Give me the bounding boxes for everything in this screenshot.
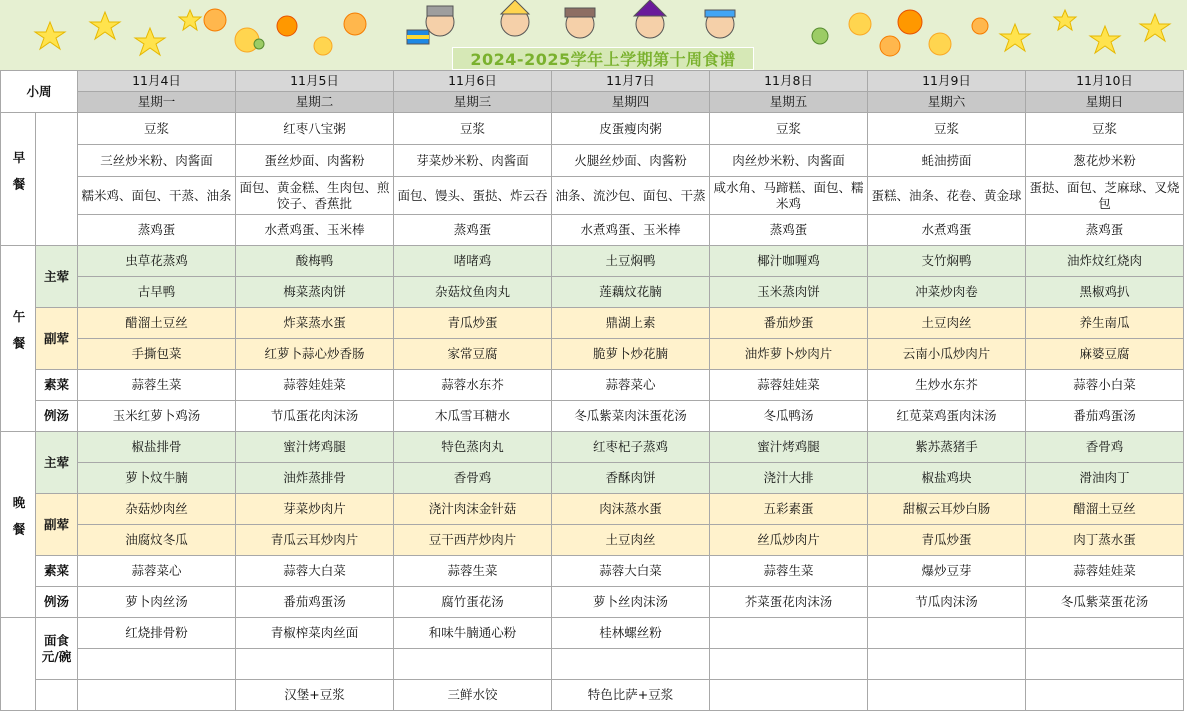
menu-cell: 木瓜雪耳糖水 bbox=[394, 401, 552, 432]
menu-cell: 莲藕炆花腩 bbox=[552, 277, 710, 308]
menu-cell: 鼎湖上素 bbox=[552, 308, 710, 339]
decorative-stars-right bbox=[995, 4, 1185, 66]
menu-cell: 皮蛋瘦肉粥 bbox=[552, 113, 710, 145]
menu-cell: 冬瓜鸭汤 bbox=[710, 401, 868, 432]
menu-cell: 醋溜土豆丝 bbox=[78, 308, 236, 339]
menu-cell bbox=[552, 649, 710, 680]
menu-cell: 浇汁肉沫金针菇 bbox=[394, 494, 552, 525]
menu-cell: 蛋挞、面包、芝麻球、叉烧包 bbox=[1026, 177, 1184, 215]
menu-cell bbox=[710, 649, 868, 680]
menu-cell: 芽菜炒肉片 bbox=[236, 494, 394, 525]
citrus-slices-left bbox=[195, 6, 385, 61]
menu-cell: 支竹焖鸭 bbox=[868, 246, 1026, 277]
menu-cell: 豆干西芹炒肉片 bbox=[394, 525, 552, 556]
menu-cell: 番茄鸡蛋汤 bbox=[236, 587, 394, 618]
lunch-main-row bbox=[1, 277, 1184, 308]
menu-cell: 酸梅鸭 bbox=[236, 246, 394, 277]
date-cell: 11月9日 bbox=[868, 71, 1026, 92]
lunch-label: 午餐 bbox=[1, 246, 36, 432]
menu-cell: 特色蒸肉丸 bbox=[394, 432, 552, 463]
menu-cell: 咸水角、马蹄糕、面包、糯米鸡 bbox=[710, 177, 868, 215]
menu-cell: 黑椒鸡扒 bbox=[1026, 277, 1184, 308]
weekday-cell: 星期一 bbox=[78, 92, 236, 113]
week-label: 小周 bbox=[1, 71, 78, 113]
menu-cell: 肉丁蒸水蛋 bbox=[1026, 525, 1184, 556]
kids-illustration bbox=[405, 0, 755, 50]
breakfast-row bbox=[1, 145, 1184, 177]
menu-cell: 蒜蓉生菜 bbox=[78, 370, 236, 401]
date-cell: 11月6日 bbox=[394, 71, 552, 92]
header-date-row bbox=[1, 71, 1184, 92]
date-cell: 11月4日 bbox=[78, 71, 236, 92]
menu-cell: 蒜蓉菜心 bbox=[78, 556, 236, 587]
noodles-row bbox=[1, 680, 1184, 711]
menu-cell: 萝卜丝肉沫汤 bbox=[552, 587, 710, 618]
header-weekday-row bbox=[1, 92, 1184, 113]
weekday-cell: 星期五 bbox=[710, 92, 868, 113]
menu-cell: 水煮鸡蛋、玉米棒 bbox=[552, 215, 710, 246]
date-cell: 11月7日 bbox=[552, 71, 710, 92]
lunch-soup-label: 例汤 bbox=[36, 401, 78, 432]
menu-cell: 水煮鸡蛋、玉米棒 bbox=[236, 215, 394, 246]
menu-cell: 古早鸭 bbox=[78, 277, 236, 308]
menu-cell: 面包、黄金糕、生肉包、煎饺子、香蕉批 bbox=[236, 177, 394, 215]
menu-cell bbox=[1026, 649, 1184, 680]
menu-cell bbox=[1026, 680, 1184, 711]
menu-cell: 三鲜水饺 bbox=[394, 680, 552, 711]
menu-cell: 蚝油捞面 bbox=[868, 145, 1026, 177]
menu-cell: 面包、馒头、蛋挞、炸云吞 bbox=[394, 177, 552, 215]
menu-cell: 紫苏蒸猪手 bbox=[868, 432, 1026, 463]
menu-cell: 甜椒云耳炒白肠 bbox=[868, 494, 1026, 525]
lunch-main-row bbox=[1, 246, 1184, 277]
lunch-side-row bbox=[1, 339, 1184, 370]
menu-cell: 豆浆 bbox=[1026, 113, 1184, 145]
dinner-soup-row bbox=[1, 587, 1184, 618]
title-box bbox=[452, 47, 754, 70]
lunch-soup-row bbox=[1, 401, 1184, 432]
menu-cell bbox=[868, 680, 1026, 711]
menu-cell: 土豆肉丝 bbox=[868, 308, 1026, 339]
dinner-label: 晚餐 bbox=[1, 432, 36, 618]
menu-cell bbox=[710, 680, 868, 711]
menu-cell: 火腿丝炒面、肉酱粉 bbox=[552, 145, 710, 177]
menu-cell: 蒸鸡蛋 bbox=[710, 215, 868, 246]
menu-cell: 油炸蒸排骨 bbox=[236, 463, 394, 494]
menu-cell: 三丝炒米粉、肉酱面 bbox=[78, 145, 236, 177]
menu-cell: 油条、流沙包、面包、干蒸 bbox=[552, 177, 710, 215]
citrus-slices-right bbox=[800, 6, 1000, 64]
menu-cell bbox=[394, 649, 552, 680]
menu-cell: 土豆焖鸭 bbox=[552, 246, 710, 277]
menu-cell bbox=[78, 649, 236, 680]
menu-cell: 蒜蓉菜心 bbox=[552, 370, 710, 401]
dinner-side-row bbox=[1, 494, 1184, 525]
menu-cell: 冲菜炒肉卷 bbox=[868, 277, 1026, 308]
noodles-blank bbox=[1, 618, 36, 711]
lunch-main-label: 主荤 bbox=[36, 246, 78, 308]
menu-cell: 蒜蓉小白菜 bbox=[1026, 370, 1184, 401]
menu-cell: 炸菜蒸水蛋 bbox=[236, 308, 394, 339]
menu-cell: 香骨鸡 bbox=[394, 463, 552, 494]
menu-cell: 香酥肉饼 bbox=[552, 463, 710, 494]
menu-cell: 蒜蓉娃娃菜 bbox=[710, 370, 868, 401]
menu-cell: 云南小瓜炒肉片 bbox=[868, 339, 1026, 370]
menu-cell bbox=[868, 649, 1026, 680]
lunch-side-label: 副荤 bbox=[36, 308, 78, 370]
lunch-side-row bbox=[1, 308, 1184, 339]
noodles-label: 面食元/碗 bbox=[36, 618, 78, 680]
menu-cell: 红枣八宝粥 bbox=[236, 113, 394, 145]
menu-cell: 特色比萨+豆浆 bbox=[552, 680, 710, 711]
menu-cell: 番茄炒蛋 bbox=[710, 308, 868, 339]
weekday-cell: 星期六 bbox=[868, 92, 1026, 113]
menu-cell: 五彩素蛋 bbox=[710, 494, 868, 525]
menu-cell: 红烧排骨粉 bbox=[78, 618, 236, 649]
menu-cell: 杂菇炒肉丝 bbox=[78, 494, 236, 525]
menu-cell: 蒜蓉水东芥 bbox=[394, 370, 552, 401]
weekday-cell: 星期二 bbox=[236, 92, 394, 113]
menu-cell: 肉丝炒米粉、肉酱面 bbox=[710, 145, 868, 177]
menu-cell: 蒜蓉生菜 bbox=[394, 556, 552, 587]
menu-cell: 桂林螺丝粉 bbox=[552, 618, 710, 649]
menu-cell: 蒜蓉生菜 bbox=[710, 556, 868, 587]
menu-cell: 和味牛腩通心粉 bbox=[394, 618, 552, 649]
menu-cell bbox=[1026, 618, 1184, 649]
weekday-cell: 星期日 bbox=[1026, 92, 1184, 113]
dinner-main-label: 主荤 bbox=[36, 432, 78, 494]
menu-cell: 手撕包菜 bbox=[78, 339, 236, 370]
breakfast-row bbox=[1, 113, 1184, 145]
menu-cell: 椒盐鸡块 bbox=[868, 463, 1026, 494]
menu-cell: 汉堡+豆浆 bbox=[236, 680, 394, 711]
menu-cell: 红苋菜鸡蛋肉沫汤 bbox=[868, 401, 1026, 432]
menu-cell: 芽菜炒米粉、肉酱面 bbox=[394, 145, 552, 177]
menu-cell: 腐竹蛋花汤 bbox=[394, 587, 552, 618]
menu-cell: 梅菜蒸肉饼 bbox=[236, 277, 394, 308]
date-cell: 11月5日 bbox=[236, 71, 394, 92]
menu-table bbox=[0, 70, 1184, 711]
menu-cell: 红萝卜蒜心炒香肠 bbox=[236, 339, 394, 370]
menu-cell: 椒盐排骨 bbox=[78, 432, 236, 463]
menu-cell: 脆萝卜炒花腩 bbox=[552, 339, 710, 370]
menu-cell: 油炸炆红烧肉 bbox=[1026, 246, 1184, 277]
menu-cell: 麻婆豆腐 bbox=[1026, 339, 1184, 370]
dinner-side-row bbox=[1, 525, 1184, 556]
menu-cell: 蜜汁烤鸡腿 bbox=[236, 432, 394, 463]
breakfast-row bbox=[1, 177, 1184, 215]
page-title: 2024-2025学年上学期第十周食谱 bbox=[470, 50, 736, 69]
menu-cell: 葱花炒米粉 bbox=[1026, 145, 1184, 177]
menu-cell: 节瓜肉沫汤 bbox=[868, 587, 1026, 618]
menu-cell: 红枣杞子蒸鸡 bbox=[552, 432, 710, 463]
dinner-main-row bbox=[1, 432, 1184, 463]
menu-cell: 香骨鸡 bbox=[1026, 432, 1184, 463]
menu-cell: 冬瓜紫菜蛋花汤 bbox=[1026, 587, 1184, 618]
menu-cell: 冬瓜紫菜肉沫蛋花汤 bbox=[552, 401, 710, 432]
menu-cell: 浇汁大排 bbox=[710, 463, 868, 494]
menu-cell: 青椒榨菜肉丝面 bbox=[236, 618, 394, 649]
menu-cell: 蜜汁烤鸡腿 bbox=[710, 432, 868, 463]
menu-cell: 丝瓜炒肉片 bbox=[710, 525, 868, 556]
menu-cell: 蒜蓉大白菜 bbox=[552, 556, 710, 587]
menu-cell bbox=[710, 618, 868, 649]
menu-cell: 啫啫鸡 bbox=[394, 246, 552, 277]
menu-cell: 豆浆 bbox=[710, 113, 868, 145]
menu-cell: 家常豆腐 bbox=[394, 339, 552, 370]
menu-cell: 豆浆 bbox=[394, 113, 552, 145]
menu-cell: 蒜蓉娃娃菜 bbox=[236, 370, 394, 401]
menu-cell bbox=[236, 649, 394, 680]
menu-cell: 青瓜云耳炒肉片 bbox=[236, 525, 394, 556]
menu-cell: 节瓜蛋花肉沫汤 bbox=[236, 401, 394, 432]
dinner-veg-row bbox=[1, 556, 1184, 587]
menu-cell: 油炸萝卜炒肉片 bbox=[710, 339, 868, 370]
weekday-cell: 星期四 bbox=[552, 92, 710, 113]
lunch-veg-label: 素菜 bbox=[36, 370, 78, 401]
banner bbox=[0, 0, 1187, 70]
dinner-soup-label: 例汤 bbox=[36, 587, 78, 618]
menu-cell: 醋溜土豆丝 bbox=[1026, 494, 1184, 525]
menu-cell: 蛋糕、油条、花卷、黄金球 bbox=[868, 177, 1026, 215]
breakfast-label: 早餐 bbox=[1, 113, 36, 246]
menu-cell: 滑油肉丁 bbox=[1026, 463, 1184, 494]
noodles-row bbox=[1, 618, 1184, 649]
menu-cell: 水煮鸡蛋 bbox=[868, 215, 1026, 246]
date-cell: 11月10日 bbox=[1026, 71, 1184, 92]
menu-cell: 虫草花蒸鸡 bbox=[78, 246, 236, 277]
menu-cell bbox=[868, 618, 1026, 649]
menu-cell: 养生南瓜 bbox=[1026, 308, 1184, 339]
date-cell: 11月8日 bbox=[710, 71, 868, 92]
dinner-veg-label: 素菜 bbox=[36, 556, 78, 587]
breakfast-sub-empty bbox=[36, 113, 78, 246]
menu-cell: 肉沫蒸水蛋 bbox=[552, 494, 710, 525]
menu-cell: 土豆肉丝 bbox=[552, 525, 710, 556]
menu-cell: 番茄鸡蛋汤 bbox=[1026, 401, 1184, 432]
breakfast-row bbox=[1, 215, 1184, 246]
noodles-row bbox=[1, 649, 1184, 680]
menu-cell: 蒸鸡蛋 bbox=[394, 215, 552, 246]
menu-cell: 玉米红萝卜鸡汤 bbox=[78, 401, 236, 432]
menu-cell: 糯米鸡、面包、干蒸、油条 bbox=[78, 177, 236, 215]
dinner-side-label: 副荤 bbox=[36, 494, 78, 556]
menu-cell: 爆炒豆芽 bbox=[868, 556, 1026, 587]
menu-cell: 生炒水东芥 bbox=[868, 370, 1026, 401]
menu-cell: 玉米蒸肉饼 bbox=[710, 277, 868, 308]
lunch-veg-row bbox=[1, 370, 1184, 401]
menu-cell: 豆浆 bbox=[868, 113, 1026, 145]
menu-cell: 豆浆 bbox=[78, 113, 236, 145]
decorative-stars-left bbox=[30, 4, 210, 64]
menu-cell: 芥菜蛋花肉沫汤 bbox=[710, 587, 868, 618]
menu-cell: 杂菇炆鱼肉丸 bbox=[394, 277, 552, 308]
menu-cell: 蒸鸡蛋 bbox=[1026, 215, 1184, 246]
dinner-main-row bbox=[1, 463, 1184, 494]
menu-cell: 油腐炆冬瓜 bbox=[78, 525, 236, 556]
menu-cell: 青瓜炒蛋 bbox=[868, 525, 1026, 556]
menu-cell: 蒸鸡蛋 bbox=[78, 215, 236, 246]
menu-cell: 蒜蓉大白菜 bbox=[236, 556, 394, 587]
weekday-cell: 星期三 bbox=[394, 92, 552, 113]
menu-cell: 蒜蓉娃娃菜 bbox=[1026, 556, 1184, 587]
menu-cell: 萝卜炆牛腩 bbox=[78, 463, 236, 494]
menu-cell: 萝卜肉丝汤 bbox=[78, 587, 236, 618]
menu-cell bbox=[78, 680, 236, 711]
menu-cell: 椰汁咖喱鸡 bbox=[710, 246, 868, 277]
menu-cell: 青瓜炒蛋 bbox=[394, 308, 552, 339]
menu-cell: 蛋丝炒面、肉酱粉 bbox=[236, 145, 394, 177]
noodles-sub-empty bbox=[36, 680, 78, 711]
